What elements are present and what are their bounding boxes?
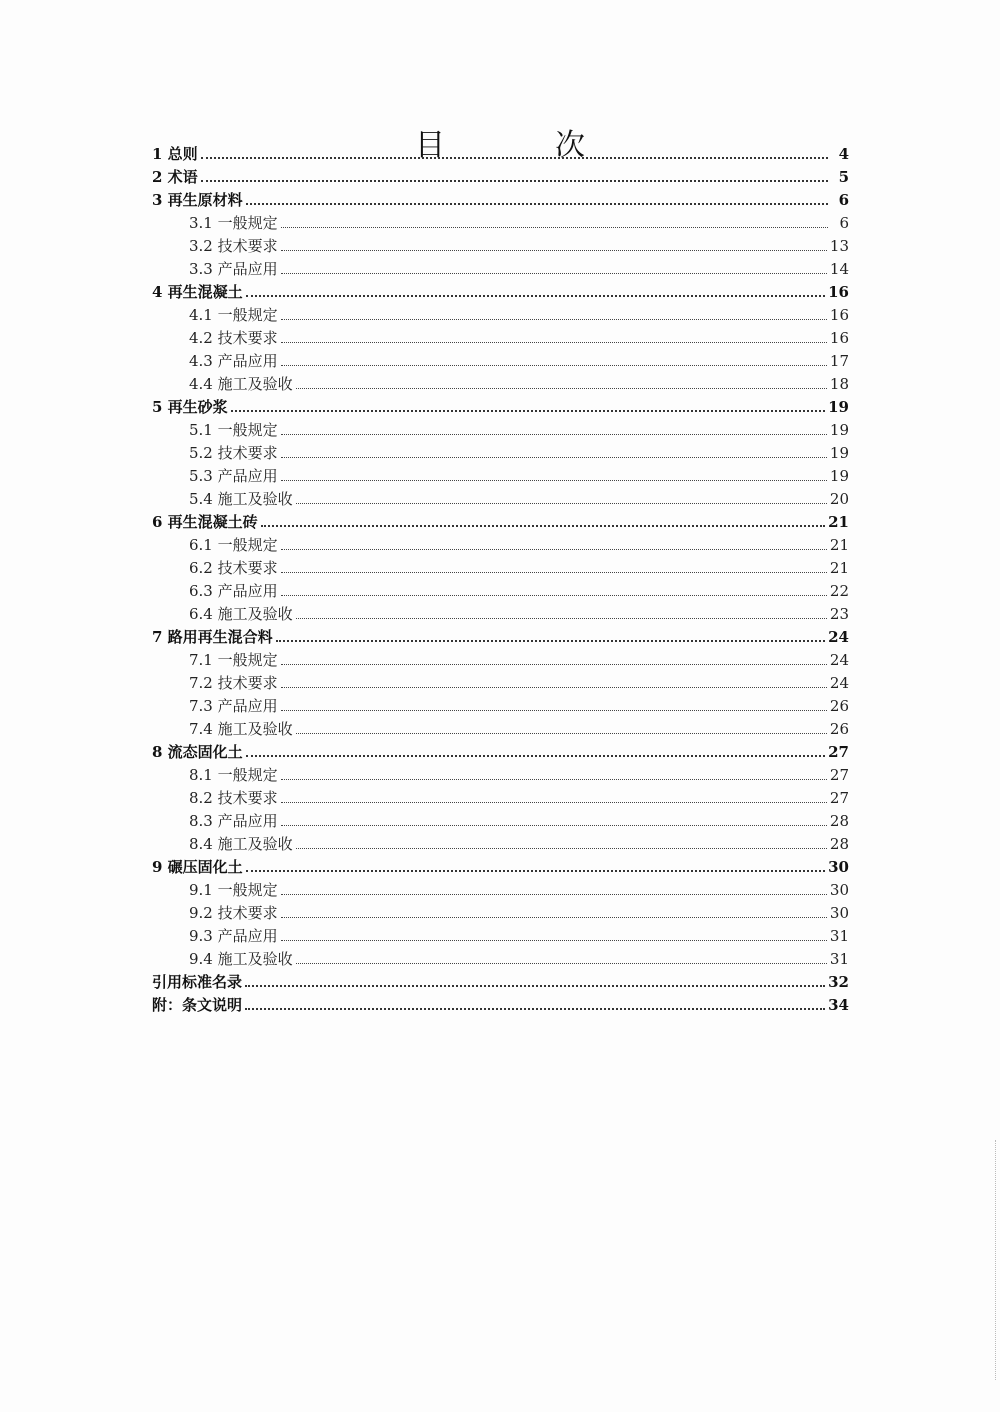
toc-entry-label: 9 碾压固化土: [152, 858, 243, 876]
toc-section-entry: [152, 762, 849, 785]
toc-entry-label: 5.2 技术要求: [189, 444, 278, 462]
toc-dot-leader: [231, 410, 825, 412]
toc-dot-leader: [201, 157, 828, 159]
toc-page-number: 14: [829, 260, 849, 278]
toc-entry-label: 7.4 施工及验收: [189, 720, 293, 738]
toc-dot-leader: [281, 549, 827, 550]
toc-entry-label: 7.3 产品应用: [189, 697, 278, 715]
toc-dot-leader: [281, 779, 827, 780]
toc-page-number: 27: [829, 789, 849, 807]
toc-dot-leader: [281, 825, 827, 826]
toc-entry-label: 7.1 一般规定: [189, 651, 278, 669]
toc-page-number: 24: [828, 628, 849, 646]
table-of-contents: [152, 141, 849, 1015]
toc-entry-label: 2 术语: [152, 168, 198, 186]
toc-section-entry: [152, 256, 849, 279]
toc-section-entry: [152, 486, 849, 509]
toc-dot-leader: [246, 755, 825, 757]
toc-page-number: 19: [829, 467, 849, 485]
toc-page-number: 31: [829, 950, 849, 968]
toc-chapter-entry: [152, 187, 849, 210]
toc-section-entry: [152, 233, 849, 256]
toc-dot-leader: [261, 525, 825, 527]
toc-page-number: 23: [829, 605, 849, 623]
toc-dot-leader: [281, 273, 827, 274]
toc-entry-label: 3.2 技术要求: [189, 237, 278, 255]
toc-dot-leader: [276, 640, 825, 642]
toc-dot-leader: [245, 1008, 825, 1010]
toc-entry-label: 3 再生原材料: [152, 191, 243, 209]
toc-page-number: 19: [828, 398, 849, 416]
toc-entry-label: 8.3 产品应用: [189, 812, 278, 830]
toc-section-entry: [152, 647, 849, 670]
toc-chapter-entry: [152, 624, 849, 647]
toc-entry-label: 1 总则: [152, 145, 198, 163]
toc-dot-leader: [281, 940, 827, 941]
toc-chapter-entry: [152, 969, 849, 992]
toc-entry-label: 8.1 一般规定: [189, 766, 278, 784]
toc-page-number: 32: [828, 973, 849, 991]
toc-section-entry: [152, 785, 849, 808]
toc-page-number: 16: [829, 306, 849, 324]
toc-section-entry: [152, 348, 849, 371]
toc-page-number: 30: [829, 881, 849, 899]
toc-page-number: 17: [829, 352, 849, 370]
toc-page-number: 27: [829, 766, 849, 784]
toc-dot-leader: [281, 894, 827, 895]
toc-section-entry: [152, 210, 849, 233]
toc-section-entry: [152, 302, 849, 325]
toc-chapter-entry: [152, 279, 849, 302]
toc-page-number: 6: [839, 214, 849, 232]
toc-page-number: 24: [829, 674, 849, 692]
toc-page-number: 34: [828, 996, 849, 1014]
toc-entry-label: 6.4 施工及验收: [189, 605, 293, 623]
toc-section-entry: [152, 440, 849, 463]
toc-page-number: 28: [829, 812, 849, 830]
toc-dot-leader: [281, 250, 827, 251]
toc-page-number: 26: [829, 720, 849, 738]
toc-page-number: 21: [829, 536, 849, 554]
toc-page-number: 22: [829, 582, 849, 600]
toc-entry-label: 5.3 产品应用: [189, 467, 278, 485]
toc-section-entry: [152, 555, 849, 578]
toc-entry-label: 4.3 产品应用: [189, 352, 278, 370]
toc-dot-leader: [246, 203, 828, 205]
toc-chapter-entry: [152, 509, 849, 532]
toc-page-number: 18: [829, 375, 849, 393]
toc-page-number: 20: [829, 490, 849, 508]
toc-entry-label: 6.1 一般规定: [189, 536, 278, 554]
toc-section-entry: [152, 923, 849, 946]
toc-dot-leader: [296, 388, 827, 389]
toc-entry-label: 8 流态固化土: [152, 743, 243, 761]
toc-entry-label: 3.1 一般规定: [189, 214, 278, 232]
toc-page-number: 26: [829, 697, 849, 715]
toc-dot-leader: [281, 664, 827, 665]
toc-page-number: 30: [828, 858, 849, 876]
toc-page-number: 5: [838, 168, 849, 186]
toc-dot-leader: [281, 595, 827, 596]
toc-dot-leader: [281, 480, 827, 481]
toc-entry-label: 7 路用再生混合料: [152, 628, 273, 646]
toc-page-number: 19: [829, 421, 849, 439]
toc-page-number: 28: [829, 835, 849, 853]
toc-dot-leader: [281, 342, 827, 343]
toc-page-number: 30: [829, 904, 849, 922]
toc-dot-leader: [296, 848, 827, 849]
toc-dot-leader: [296, 618, 827, 619]
toc-entry-label: 8.2 技术要求: [189, 789, 278, 807]
toc-dot-leader: [281, 687, 827, 688]
toc-chapter-entry: [152, 164, 849, 187]
toc-entry-label: 9.3 产品应用: [189, 927, 278, 945]
toc-entry-label: 引用标准名录: [152, 973, 243, 991]
toc-section-entry: [152, 877, 849, 900]
toc-dot-leader: [246, 295, 825, 297]
toc-page-number: 27: [828, 743, 849, 761]
toc-page-number: 31: [829, 927, 849, 945]
toc-section-entry: [152, 463, 849, 486]
toc-entry-label: 5.4 施工及验收: [189, 490, 293, 508]
toc-entry-label: 8.4 施工及验收: [189, 835, 293, 853]
toc-dot-leader: [281, 917, 827, 918]
toc-section-entry: [152, 946, 849, 969]
toc-entry-label: 9.2 技术要求: [189, 904, 278, 922]
toc-chapter-entry: [152, 854, 849, 877]
toc-chapter-entry: [152, 739, 849, 762]
toc-section-entry: [152, 831, 849, 854]
toc-dot-leader: [281, 227, 828, 228]
toc-section-entry: [152, 371, 849, 394]
toc-dot-leader: [281, 802, 827, 803]
toc-page-number: 6: [838, 191, 849, 209]
toc-page-number: 24: [829, 651, 849, 669]
toc-chapter-entry: [152, 141, 849, 164]
toc-entry-label: 9.4 施工及验收: [189, 950, 293, 968]
toc-section-entry: [152, 532, 849, 555]
toc-entry-label: 5 再生砂浆: [152, 398, 228, 416]
toc-page-number: 19: [829, 444, 849, 462]
toc-section-entry: [152, 325, 849, 348]
toc-dot-leader: [201, 180, 828, 182]
toc-entry-label: 9.1 一般规定: [189, 881, 278, 899]
toc-page-number: 4: [838, 145, 849, 163]
toc-entry-label: 4.2 技术要求: [189, 329, 278, 347]
page-title: 目 次: [415, 128, 625, 164]
toc-dot-leader: [281, 457, 827, 458]
toc-entry-label: 4.1 一般规定: [189, 306, 278, 324]
toc-page-number: 21: [829, 559, 849, 577]
toc-section-entry: [152, 578, 849, 601]
toc-section-entry: [152, 900, 849, 923]
toc-page-number: 21: [828, 513, 849, 531]
toc-entry-label: 3.3 产品应用: [189, 260, 278, 278]
toc-section-entry: [152, 808, 849, 831]
toc-entry-label: 7.2 技术要求: [189, 674, 278, 692]
toc-page-number: 16: [828, 283, 849, 301]
toc-dot-leader: [245, 985, 825, 987]
toc-dot-leader: [296, 963, 827, 964]
toc-entry-label: 附：条文说明: [152, 996, 243, 1014]
toc-chapter-entry: [152, 394, 849, 417]
toc-dot-leader: [281, 434, 827, 435]
toc-section-entry: [152, 417, 849, 440]
toc-dot-leader: [296, 503, 827, 504]
toc-entry-label: 5.1 一般规定: [189, 421, 278, 439]
toc-page-number: 16: [829, 329, 849, 347]
toc-chapter-entry: [152, 992, 849, 1015]
toc-entry-label: 4 再生混凝土: [152, 283, 243, 301]
toc-entry-label: 4.4 施工及验收: [189, 375, 293, 393]
toc-dot-leader: [296, 733, 827, 734]
toc-entry-label: 6.2 技术要求: [189, 559, 278, 577]
toc-section-entry: [152, 670, 849, 693]
toc-dot-leader: [281, 365, 827, 366]
toc-entry-label: 6.3 产品应用: [189, 582, 278, 600]
scan-edge-marks: [993, 1140, 996, 1380]
toc-dot-leader: [246, 870, 825, 872]
toc-entry-label: 6 再生混凝土砖: [152, 513, 258, 531]
toc-dot-leader: [281, 710, 827, 711]
toc-section-entry: [152, 716, 849, 739]
toc-page-number: 13: [829, 237, 849, 255]
toc-dot-leader: [281, 319, 827, 320]
toc-section-entry: [152, 693, 849, 716]
toc-dot-leader: [281, 572, 827, 573]
toc-section-entry: [152, 601, 849, 624]
